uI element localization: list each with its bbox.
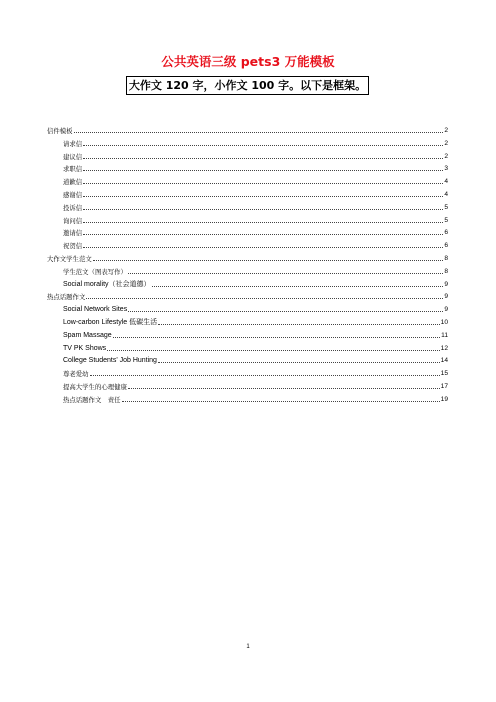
toc-entry[interactable]	[63, 214, 448, 225]
toc-entry[interactable]	[63, 265, 448, 276]
toc-leader-dots	[122, 400, 440, 402]
toc-entry-label: 学生范文（图表写作）	[63, 267, 127, 276]
document-title: 公共英语三级 pets3 万能模板	[161, 54, 335, 69]
toc-entry-label: 请求信	[63, 139, 83, 148]
toc-entry-page: 5	[444, 203, 448, 211]
toc-leader-dots	[83, 208, 443, 210]
toc-entry-page: 10	[440, 319, 448, 326]
toc-entry-label: Social Network Sites	[63, 306, 128, 314]
toc-entry-label: 大作文学生范文	[47, 255, 92, 263]
toc-entry[interactable]	[63, 201, 448, 212]
toc-entry[interactable]	[47, 252, 448, 263]
toc-entry-page: 8	[444, 267, 448, 275]
toc-entry[interactable]	[63, 188, 448, 199]
toc-entry[interactable]	[63, 380, 448, 391]
toc-entry-page: 19	[440, 395, 448, 403]
toc-leader-dots	[113, 336, 441, 338]
toc-leader-dots	[86, 297, 443, 299]
toc-entry-label: Social morality（社会道德）	[63, 280, 151, 288]
toc-leader-dots	[128, 272, 443, 274]
toc-entry[interactable]	[63, 329, 448, 340]
toc-leader-dots	[83, 157, 443, 159]
toc-entry-label: TV PK Shows	[63, 344, 107, 352]
toc-entry-label: Spam Massage	[63, 331, 112, 339]
toc-entry[interactable]	[47, 290, 448, 301]
toc-leader-dots	[152, 285, 444, 287]
toc-entry-page: 3	[444, 165, 448, 173]
framework-note: 大作文 120 字，小作文 100 字。以下是框架。	[126, 76, 369, 95]
toc-entry-page: 2	[444, 152, 448, 160]
toc-entry-label: College Students' Job Hunting	[63, 357, 157, 365]
toc-entry-label: 热点话题作文	[47, 293, 86, 302]
toc-leader-dots	[83, 246, 443, 248]
toc-entry-page: 4	[444, 191, 448, 198]
toc-entry-page: 6	[444, 242, 448, 250]
toc-entry[interactable]	[63, 150, 448, 161]
toc-entry-label: 询问信	[63, 216, 83, 225]
toc-leader-dots	[74, 131, 444, 133]
toc-entry-label: 求职信	[63, 165, 83, 174]
toc-entry[interactable]	[47, 124, 448, 135]
toc-leader-dots	[107, 349, 439, 351]
toc-entry-label: Low-carbon Lifestyle 低碳生活	[63, 319, 158, 326]
toc-entry-label: 信件模板	[47, 127, 73, 135]
toc-entry-page: 4	[444, 178, 448, 186]
toc-entry-label: 尊老爱幼	[63, 370, 89, 379]
toc-entry-page: 2	[444, 127, 448, 134]
toc-entry-page: 8	[444, 255, 448, 262]
toc-entry-page: 2	[444, 139, 448, 147]
toc-entry-page: 9	[444, 293, 448, 301]
toc-leader-dots	[93, 259, 444, 261]
toc-entry[interactable]	[63, 137, 448, 148]
toc-entry-page: 9	[444, 280, 448, 288]
toc-entry[interactable]	[63, 393, 448, 404]
toc-leader-dots	[83, 221, 443, 223]
toc-entry[interactable]	[63, 354, 448, 365]
toc-entry[interactable]	[63, 278, 448, 289]
toc-leader-dots	[83, 182, 443, 184]
toc-entry-label: 祝贺信	[63, 242, 83, 251]
toc-entry-label: 建议信	[63, 152, 83, 161]
toc-entry[interactable]	[63, 175, 448, 186]
toc-entry-label: 感谢信	[63, 191, 83, 199]
toc-entry-label: 热点话题作文 责任	[63, 395, 121, 404]
toc-entry-page: 11	[441, 331, 448, 339]
toc-leader-dots	[83, 169, 443, 171]
toc-leader-dots	[83, 144, 443, 146]
toc-entry[interactable]	[63, 316, 448, 327]
toc-entry-page: 6	[444, 229, 448, 237]
toc-entry-page: 14	[440, 357, 448, 365]
toc-entry-label: 投诉信	[63, 203, 83, 212]
toc-leader-dots	[90, 374, 440, 376]
toc-entry-page: 12	[440, 344, 448, 352]
toc-entry[interactable]	[63, 303, 448, 314]
toc-entry-label: 提高大学生的心理健康	[63, 383, 127, 391]
toc-entry-page: 5	[444, 216, 448, 224]
toc-leader-dots	[83, 195, 443, 197]
toc-leader-dots	[158, 361, 440, 363]
toc-entry-page: 17	[440, 383, 448, 390]
toc-leader-dots	[128, 387, 440, 389]
toc-entry[interactable]	[63, 342, 448, 353]
toc-leader-dots	[158, 323, 440, 325]
toc-leader-dots	[83, 233, 443, 235]
toc-entry[interactable]	[63, 367, 448, 378]
toc-entry-page: 9	[444, 306, 448, 314]
page-number: 1	[246, 644, 250, 650]
toc-entry[interactable]	[63, 226, 448, 237]
toc-entry[interactable]	[63, 239, 448, 250]
toc-entry-label: 邀请信	[63, 229, 83, 238]
toc-leader-dots	[128, 310, 443, 312]
toc-entry-page: 15	[440, 370, 448, 378]
toc-entry[interactable]	[63, 162, 448, 173]
toc-entry-label: 道歉信	[63, 178, 83, 187]
